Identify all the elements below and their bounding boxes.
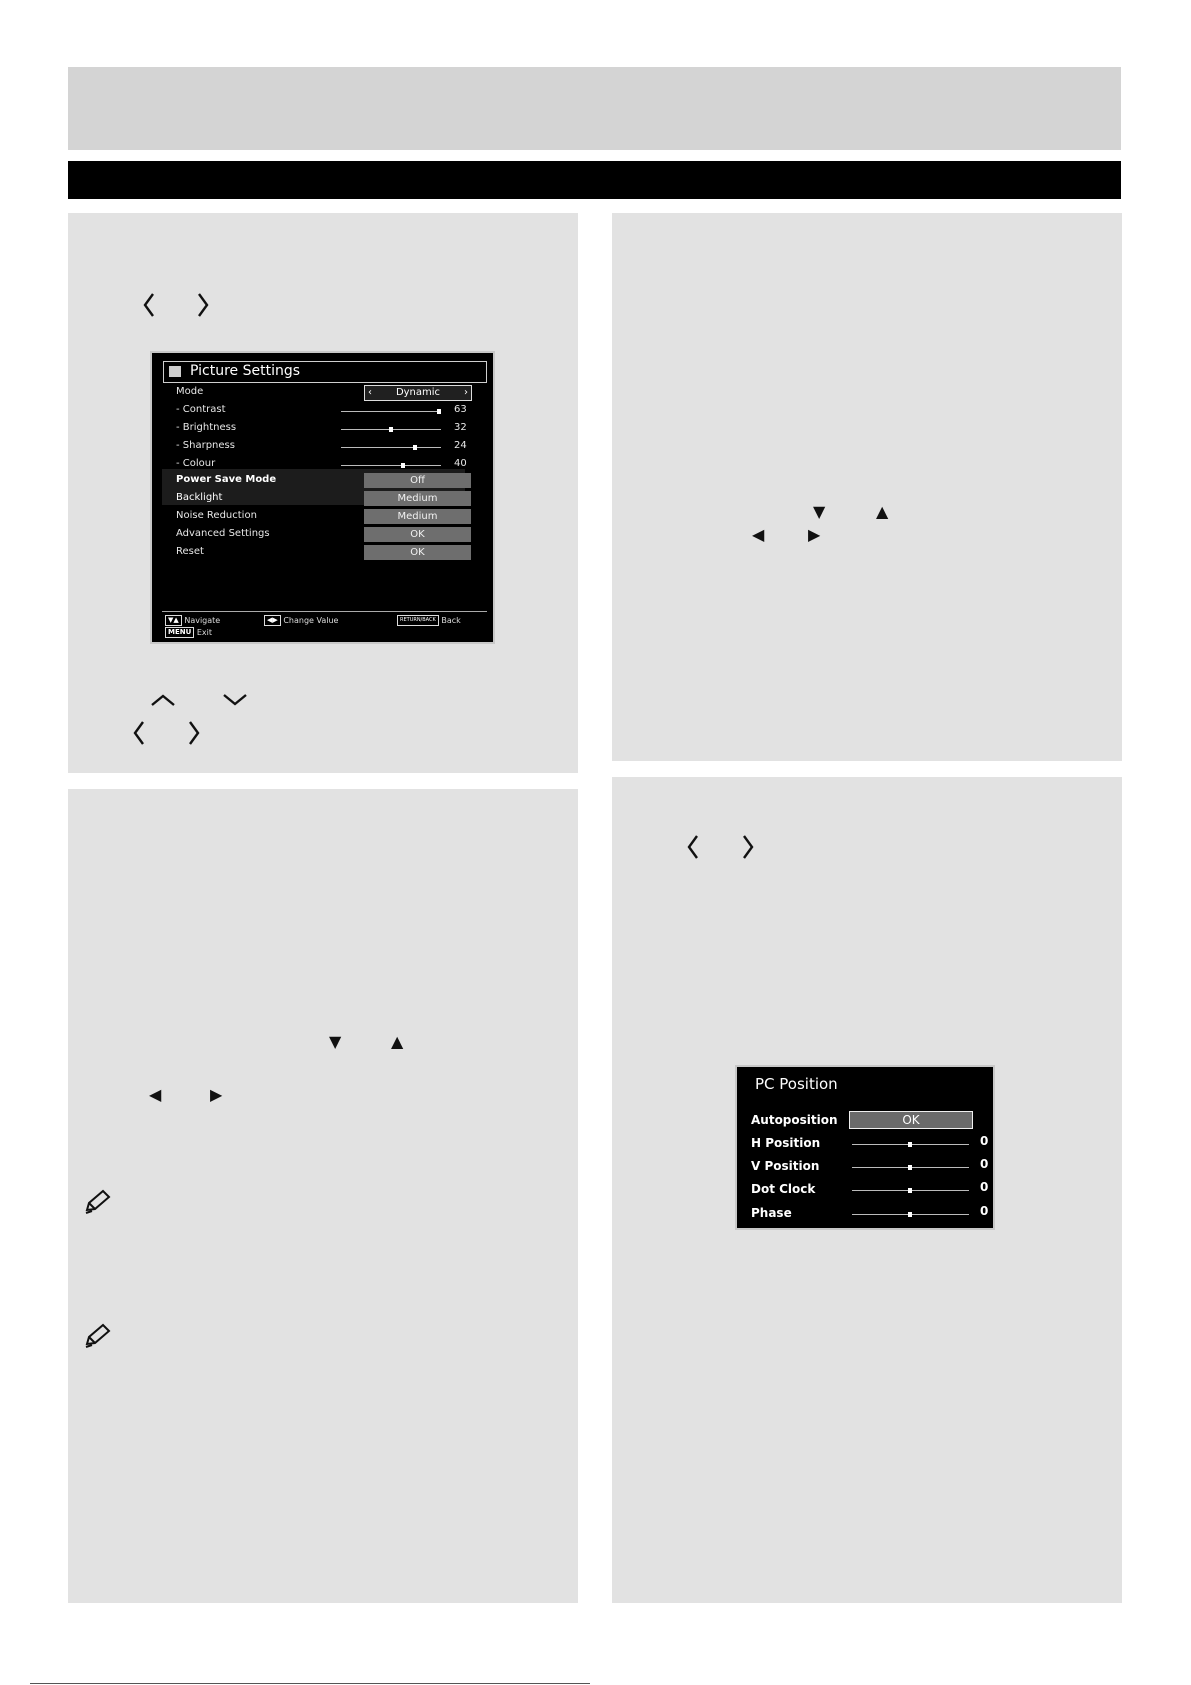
menu-row-brightness[interactable] — [176, 421, 476, 438]
phase-slider[interactable] — [852, 1214, 969, 1215]
note-pencil-icon — [83, 1189, 113, 1220]
noise-reduction-label: Noise Reduction — [176, 510, 257, 521]
power-save-mode-label: Power Save Mode — [176, 474, 277, 485]
sharpness-slider[interactable] — [341, 447, 441, 448]
menu-row-reset[interactable] — [176, 545, 476, 562]
section-title-band — [68, 161, 1121, 199]
picture-settings-title: Picture Settings — [190, 363, 301, 379]
picture-icon — [169, 366, 181, 377]
pc-position-title: PC Position — [755, 1075, 838, 1093]
contrast-slider[interactable] — [341, 411, 441, 412]
dot-clock-value: 0 — [980, 1180, 989, 1194]
panel-top-right — [612, 213, 1122, 761]
down-triangle-icon: ▼ — [329, 1032, 342, 1051]
menu-row-colour[interactable] — [176, 457, 476, 474]
navigate-text: Navigate — [184, 616, 221, 625]
left-triangle-icon: ◀ — [752, 525, 765, 544]
left-triangle-icon: ◀ — [149, 1085, 162, 1104]
pc-row-v-position[interactable] — [751, 1157, 987, 1177]
autoposition-label: Autoposition — [751, 1113, 838, 1127]
colour-slider[interactable] — [341, 465, 441, 466]
back-text: Back — [441, 616, 461, 625]
slider-knob[interactable] — [908, 1188, 912, 1193]
slider-knob[interactable] — [389, 427, 393, 432]
left-arrow-icon — [686, 834, 700, 860]
v-position-value: 0 — [980, 1157, 989, 1171]
menu-row-power-save-mode[interactable] — [176, 473, 476, 490]
change-value-text: Change Value — [283, 616, 339, 625]
picture-settings-title-bar — [163, 361, 487, 383]
down-triangle-icon: ▼ — [813, 502, 826, 521]
slider-knob[interactable] — [908, 1212, 912, 1217]
slider-knob[interactable] — [401, 463, 405, 468]
menu-key-icon: MENU — [165, 627, 194, 638]
slider-knob[interactable] — [413, 445, 417, 450]
backlight-value[interactable]: Medium — [364, 491, 471, 506]
reset-button[interactable]: OK — [364, 545, 471, 560]
footer-back — [397, 615, 461, 626]
contrast-label: - Contrast — [176, 404, 226, 415]
sharpness-label: - Sharpness — [176, 440, 235, 451]
right-triangle-icon: ▶ — [808, 525, 821, 544]
left-arrow-icon — [132, 720, 146, 746]
pc-row-dot-clock[interactable] — [751, 1180, 987, 1200]
pc-row-phase[interactable] — [751, 1204, 987, 1224]
slider-knob[interactable] — [437, 409, 441, 414]
chevron-right-icon: › — [464, 387, 468, 398]
dot-clock-slider[interactable] — [852, 1190, 969, 1191]
note-pencil-icon — [83, 1323, 113, 1354]
v-position-label: V Position — [751, 1159, 820, 1173]
right-arrow-icon — [196, 292, 210, 318]
noise-reduction-value[interactable]: Medium — [364, 509, 471, 524]
sharpness-value: 24 — [454, 440, 467, 451]
up-triangle-icon: ▲ — [876, 502, 889, 521]
footer-change-value — [264, 615, 338, 626]
h-position-slider[interactable] — [852, 1144, 969, 1145]
mode-selector[interactable] — [364, 385, 472, 401]
backlight-label: Backlight — [176, 492, 223, 503]
brightness-value: 32 — [454, 422, 467, 433]
advanced-settings-label: Advanced Settings — [176, 528, 270, 539]
pc-position-screen — [735, 1065, 995, 1230]
menu-row-backlight[interactable] — [176, 491, 476, 508]
pc-row-autoposition[interactable] — [751, 1111, 987, 1131]
menu-row-mode[interactable] — [176, 385, 476, 402]
phase-label: Phase — [751, 1206, 792, 1220]
footer-exit — [165, 627, 212, 638]
brightness-slider[interactable] — [341, 429, 441, 430]
menu-row-contrast[interactable] — [176, 403, 476, 420]
footer-rule — [30, 1683, 590, 1684]
autoposition-ok-button[interactable]: OK — [849, 1111, 973, 1129]
left-right-key-icon: ◀▶ — [264, 615, 281, 626]
v-position-slider[interactable] — [852, 1167, 969, 1168]
left-arrow-icon — [142, 292, 156, 318]
footer-navigate — [165, 615, 220, 626]
chevron-left-icon: ‹ — [368, 387, 372, 398]
return-back-key-icon: RETURN/BACK — [397, 615, 439, 626]
colour-label: - Colour — [176, 458, 216, 469]
h-position-label: H Position — [751, 1136, 821, 1150]
menu-row-advanced-settings[interactable] — [176, 527, 476, 544]
contrast-value: 63 — [454, 404, 467, 415]
slider-knob[interactable] — [908, 1165, 912, 1170]
right-arrow-icon — [741, 834, 755, 860]
footer-divider — [162, 611, 487, 612]
mode-value: Dynamic — [395, 387, 441, 398]
down-arrow-icon — [222, 693, 248, 707]
dot-clock-label: Dot Clock — [751, 1182, 816, 1196]
slider-knob[interactable] — [908, 1142, 912, 1147]
h-position-value: 0 — [980, 1134, 989, 1148]
phase-value: 0 — [980, 1204, 989, 1218]
picture-settings-screen — [150, 351, 495, 644]
menu-row-noise-reduction[interactable] — [176, 509, 476, 526]
reset-label: Reset — [176, 546, 204, 557]
power-save-mode-value[interactable]: Off — [364, 473, 471, 488]
brightness-label: - Brightness — [176, 422, 237, 433]
right-triangle-icon: ▶ — [210, 1085, 223, 1104]
right-arrow-icon — [187, 720, 201, 746]
colour-value: 40 — [454, 458, 467, 469]
up-arrow-icon — [150, 693, 176, 707]
mode-label: Mode — [176, 386, 204, 397]
menu-row-sharpness[interactable] — [176, 439, 476, 456]
panel-bottom-left — [68, 789, 578, 1603]
up-down-key-icon: ▼▲ — [165, 615, 182, 626]
exit-text: Exit — [196, 628, 212, 637]
page-header-bar — [68, 67, 1121, 150]
up-triangle-icon: ▲ — [391, 1032, 404, 1051]
pc-row-h-position[interactable] — [751, 1134, 987, 1154]
advanced-settings-button[interactable]: OK — [364, 527, 471, 542]
